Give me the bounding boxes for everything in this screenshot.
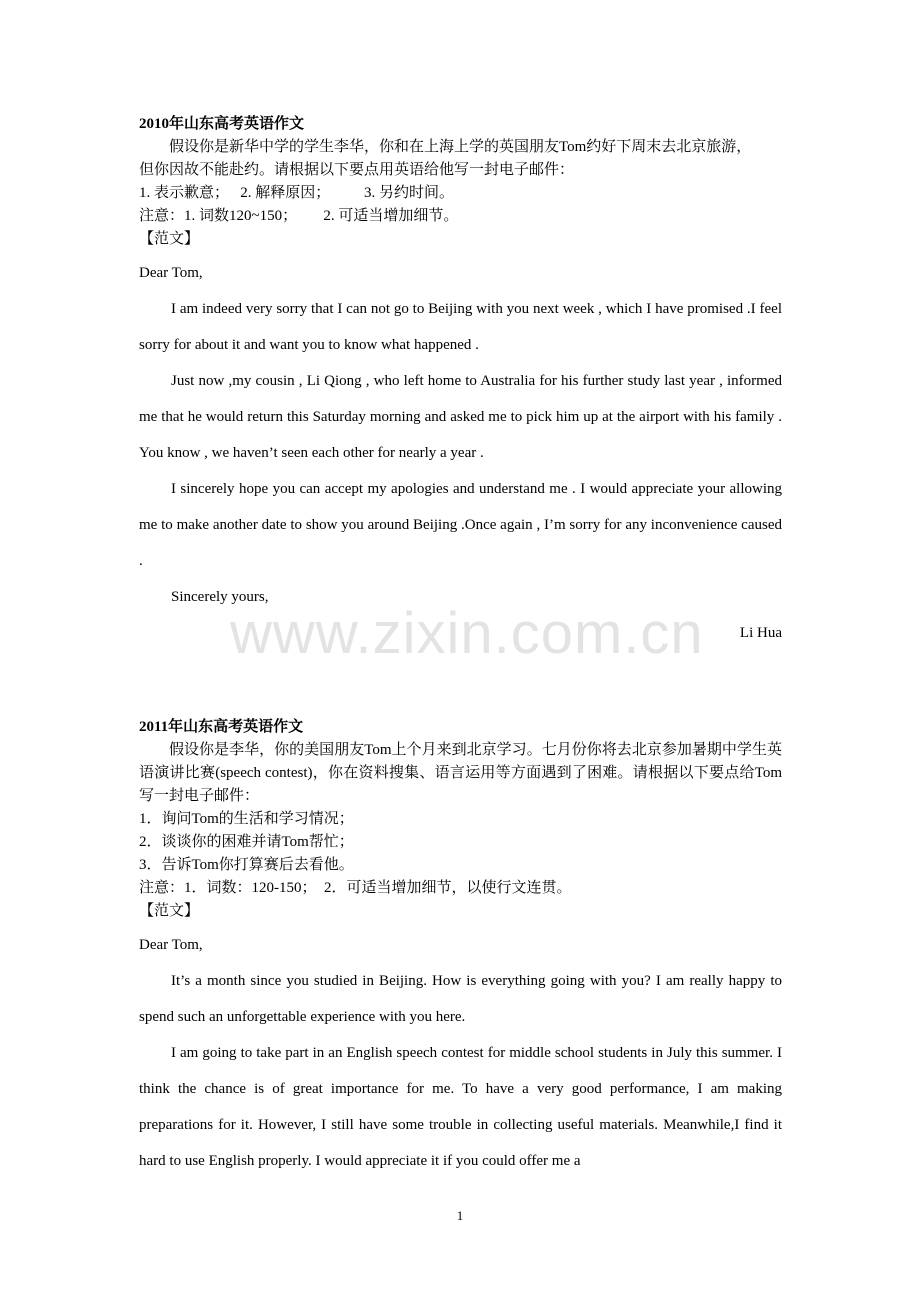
sample-label: 【范文】 <box>139 231 200 247</box>
paragraph: I am going to take part in an English speech contest for middle school students in July this summer. I think the chance is of great importance for me. To have a very good performance, I am making preparations for it. However, I still have some trouble in collecting useful materials. Meanwhile,I find it hard to use English properly. I would appreciate it if you could offer me a <box>139 1045 782 1169</box>
essay-2010 <box>139 113 782 651</box>
paragraph: Just now ,my cousin , Li Qiong , who left home to Australia for his further study last year , informed me that he would return this Saturday morning and asked me to pick him up at the airport with his family . You know , we haven’t seen each other for nearly a year . <box>139 373 782 461</box>
essay-2011 <box>139 716 782 1179</box>
page-number: 1 <box>456 1208 464 1223</box>
prompt-note: 注意：1．词数：120-150； 2．可适当增加细节，以使行文连贯。 <box>139 880 572 896</box>
prompt-point: 1．询问Tom的生活和学习情况； <box>139 811 354 827</box>
prompt-line: 1. 表示歉意； 2. 解释原因； 3. 另约时间。 <box>139 185 455 201</box>
essay-2011-title: 2011年山东高考英语作文 <box>139 719 304 735</box>
salutation: Dear Tom, <box>139 265 203 281</box>
salutation: Dear Tom, <box>139 937 203 953</box>
watermark: www.zixin.com.cn <box>230 601 704 666</box>
prompt-intro: 假设你是李华，你的美国朋友Tom上个月来到北京学习。七月份你将去北京参加暑期中学生英语演讲比赛(speech contest)，你在资料搜集、语言运用等方面遇到了困难。请根据以下要点给Tom写一封电子邮件： <box>139 742 782 804</box>
paragraph: I am indeed very sorry that I can not go to Beijing with you next week , which I have promised .I feel sorry for about it and want you to know what happened . <box>139 301 782 353</box>
paragraph: I sincerely hope you can accept my apologies and understand me . I would appreciate your allowing me to make another date to show you around Beijing .Once again , I’m sorry for any inconvenience caused . <box>139 481 782 569</box>
signature: Li Hua <box>739 625 782 641</box>
prompt-line: 但你因故不能赴约。请根据以下要点用英语给他写一封电子邮件： <box>139 162 575 178</box>
prompt-line: 假设你是新华中学的学生李华，你和在上海上学的英国朋友Tom约好下周末去北京旅游， <box>169 139 752 155</box>
paragraph: It’s a month since you studied in Beijing. How is everything going with you? I am really happy to spend such an unforgettable experience with you here. <box>139 973 782 1025</box>
prompt-point: 3．告诉Tom你打算赛后去看他。 <box>139 857 354 873</box>
prompt-point: 2．谈谈你的困难并请Tom帮忙； <box>139 834 354 850</box>
sample-label: 【范文】 <box>139 903 200 919</box>
closing: Sincerely yours, <box>171 589 269 605</box>
prompt-line: 注意：1. 词数120~150； 2. 可适当增加细节。 <box>139 208 459 224</box>
essay-2010-title: 2010年山东高考英语作文 <box>139 116 305 132</box>
